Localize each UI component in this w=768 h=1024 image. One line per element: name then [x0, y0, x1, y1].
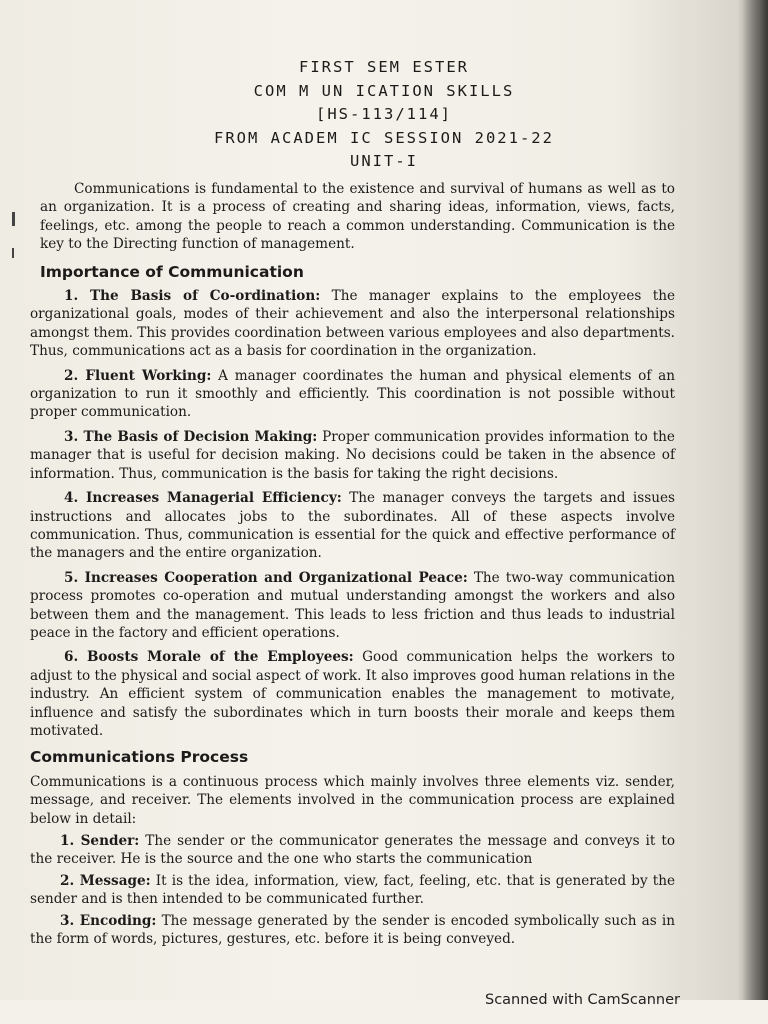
item-text: The message generated by the sender is encoded symbolically such as in the form of words, pictures, gestures, etc. before it is being conveyed.	[30, 912, 675, 948]
item-title: 2. Fluent Working:	[64, 367, 212, 384]
item-text: Proper communication provides information to the manager that is useful for decision making. No decisions could be taken in the absence of information. Thus, communication is the basis for taking the right decisions.	[30, 428, 675, 482]
item-title: 4. Increases Managerial Efficiency:	[64, 490, 342, 507]
item-title: 3. The Basis of Decision Making:	[64, 428, 318, 445]
document-header	[0, 56, 768, 174]
scanner-watermark: Scanned with CamScanner	[484, 992, 680, 1008]
item-text: The manager explains to the employees the organizational goals, modes of their achievement and also the interpersonal relationships amongst them. This provides coordination between various employees and also departments. Thus, communications act as a basis for coordination in the organization.	[30, 288, 675, 360]
process-heading: Communications Process	[30, 748, 249, 767]
process-item	[30, 832, 675, 869]
course-title: COM M UN ICATION SKILLS	[253, 81, 515, 100]
importance-item	[30, 367, 675, 422]
course-code: [HS-113/114]	[316, 105, 452, 123]
item-title: 2. Message:	[60, 872, 151, 889]
intro-paragraph: Communications is fundamental to the existence and survival of humans as well as to an organization. It is a process of creating and sharing ideas, information, views, facts, feelings, etc. among the people to reach a common understanding. Communication is the key to the Directing function of management.	[40, 181, 675, 253]
item-text: Good communication helps the workers to adjust to the physical and social aspect of work. It also improves good human relations in the industry. An efficient system of communication enables the management to motivate, influence and satisfy the subordinates which in turn boosts their morale and keeps them motivated.	[30, 649, 675, 739]
unit-title: UNIT-I	[350, 152, 418, 170]
importance-item	[30, 287, 675, 361]
importance-item	[30, 569, 675, 643]
importance-item	[30, 648, 675, 740]
item-text: It is the idea, information, view, fact, feeling, etc. that is generated by the sender and is then intended to be communicated further.	[30, 872, 675, 908]
item-title: 5. Increases Cooperation and Organizational Peace:	[64, 569, 468, 586]
item-title: 3. Encoding:	[60, 912, 157, 929]
margin-mark	[12, 212, 15, 226]
importance-item	[30, 489, 675, 563]
document-body	[30, 180, 675, 951]
session-line: FROM ACADEM IC SESSION 2021-22	[214, 128, 554, 147]
margin-mark	[12, 248, 14, 258]
item-text: A manager coordinates the human and physical elements of an organization to run it smoothly and efficiently. This coordination is not possible without proper communication.	[30, 367, 676, 421]
item-title: 1. Sender:	[60, 833, 140, 849]
item-text: The two-way communication process promotes co-operation and mutual understanding amongst the workers and also between them and the management. This leads to less friction and thus leads to industrial peace in the factory and efficient operations.	[30, 569, 675, 641]
item-title: 6. Boosts Morale of the Employees:	[64, 649, 354, 666]
importance-item	[30, 428, 675, 483]
process-item	[30, 872, 675, 909]
importance-heading: Importance of Communication	[40, 262, 304, 281]
item-text: The sender or the communicator generates the message and conveys it to the receiver. He is the source and the one who starts the communication	[30, 833, 675, 868]
item-text: The manager conveys the targets and issues instructions and allocates jobs to the subordinates. All of these aspects involve communication. Thus, communication is essential for the quick and effective performance of the managers and the entire organization.	[30, 490, 675, 562]
process-item	[30, 912, 675, 949]
item-title: 1. The Basis of Co-ordination:	[64, 288, 321, 305]
process-intro: Communications is a continuous process which mainly involves three elements viz. sender, message, and receiver. The elements involved in the communication process are explained below in detail:	[30, 773, 675, 827]
semester-line: FIRST SEM ESTER	[299, 58, 469, 76]
